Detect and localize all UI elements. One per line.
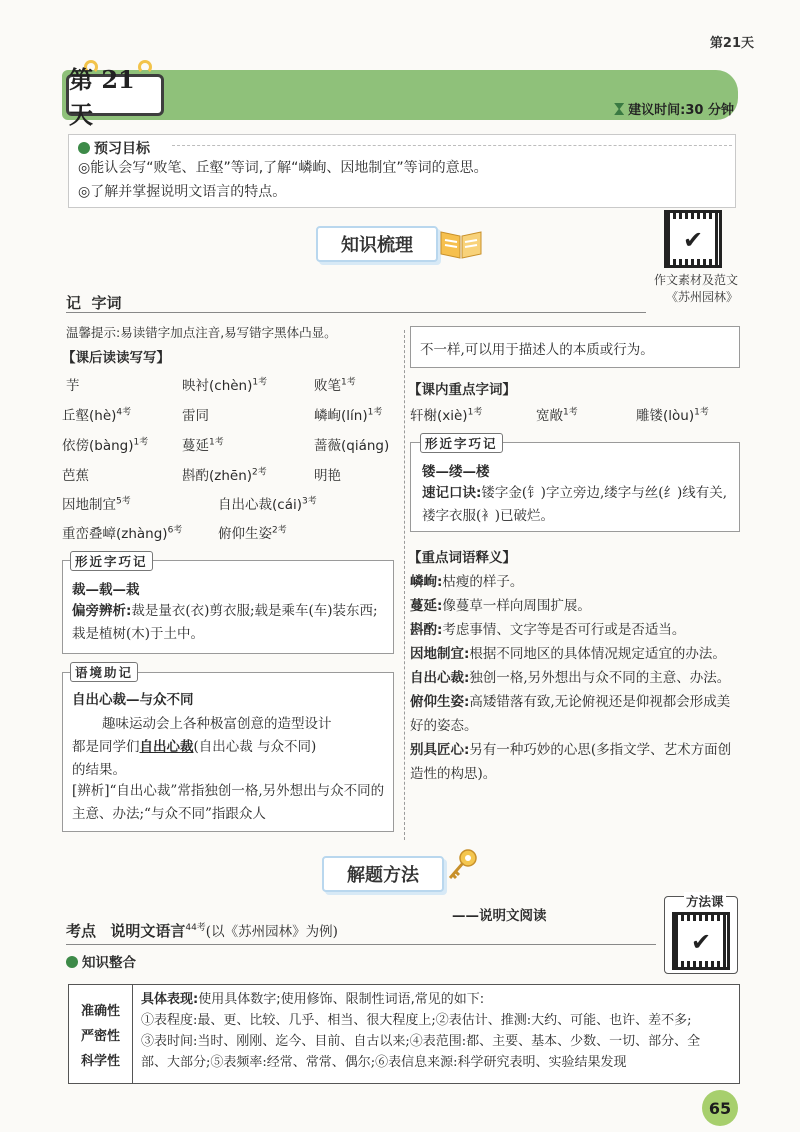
table-content [141, 989, 733, 1073]
vocab-word: 丘壑(hè)$^{4考}$ [62, 407, 132, 424]
vocab-word: 俯仰生姿$^{2考}$ [218, 525, 287, 542]
page-tag: 第21天 [709, 36, 754, 51]
page-number: 65 [702, 1090, 738, 1126]
divider [66, 312, 646, 313]
after-class-title: 【课后读读写写】 [62, 350, 170, 366]
meaning-item: 别具匠心:另有一种巧妙的心思(多指文学、艺术方面创造性的构思)。 [410, 742, 732, 782]
preview-goal: ◎能认会写“败笔、丘壑”等词,了解“嶙峋、因地制宜”等词的意思。 [78, 160, 488, 176]
vocab-word: 芋 [66, 378, 80, 394]
vocab-word: 斟酌(zhēn)$^{2考}$ [182, 467, 267, 484]
table-line: 具体表现:使用具体数字;使用修饰、限制性词语,常见的如下: [141, 992, 485, 1007]
vocab-word: 依傍(bàng)$^{1考}$ [62, 437, 149, 454]
table-line: ①表程度:最、更、比较、几乎、相当、很大程度上;②表估计、推测:大约、可能、也许、差不多; [141, 1013, 692, 1028]
key-word: 轩榭(xiè)$^{1考}$ [410, 407, 483, 424]
shape-tip-title: 裁—载—栽 [72, 582, 140, 598]
column-divider [404, 330, 405, 840]
vocab-word: 败笔$^{1考}$ [314, 377, 356, 394]
key-word: 宽敞$^{1考}$ [536, 407, 578, 424]
context-tip-title: 自出心裁—与众不同 [72, 692, 194, 708]
tip-text: 温馨提示:易读错字加点注音,易写错字黑体凸显。 [66, 325, 337, 340]
language-table [68, 984, 740, 1084]
category-label: 严密性 [80, 1028, 120, 1044]
shape-tip-label: 形近字巧记 [70, 551, 153, 571]
qr-code-icon[interactable]: ✔ [664, 210, 722, 268]
category-label: 科学性 [80, 1053, 120, 1069]
topic-line: 考点 说明文语言$^{44考}$(以《苏州园林》为例) [66, 922, 338, 940]
method-heading: 解题方法 [322, 856, 444, 892]
preview-goal: ◎了解并掌握说明文语言的特点。 [78, 184, 287, 200]
meaning-list [410, 570, 740, 786]
context-tip-label: 语境助记 [70, 662, 138, 682]
vocab-word: 自出心裁(cái)$^{3考}$ [218, 496, 317, 513]
meaning-item: 俯仰生姿:高矮错落有致,无论俯视还是仰视都会形成美好的姿态。 [410, 694, 731, 734]
meaning-item: 蔓延:像蔓草一样向周围扩展。 [410, 598, 591, 614]
context-line: 都是同学们自出心裁(自出心裁 与众不同) [72, 739, 317, 755]
shape-tip-title-2: 镂—缕—楼 [422, 464, 490, 480]
divider [66, 944, 656, 945]
target-icon [78, 142, 90, 154]
context-line: 的结果。 [72, 762, 126, 778]
knowledge-heading: 知识梳理 [316, 226, 438, 262]
table-line: 部、大部分;⑤表频率:经常、常常、偶尔;⑥表信息来源:科学研究表明、实验结果发现 [141, 1055, 627, 1070]
key-words-title: 【课内重点字词】 [408, 382, 516, 398]
category-label: 准确性 [80, 1003, 120, 1019]
suggest-time: 建议时间:30 分钟 [614, 99, 734, 118]
key-icon [444, 848, 480, 882]
vocab-word: 蔓延$^{1考}$ [182, 437, 224, 454]
meaning-item: 因地制宜:根据不同地区的具体情况规定适宜的办法。 [410, 646, 726, 662]
qr-caption: 作文素材及范文 《苏州园林》 [653, 273, 738, 304]
context-analysis: [辨析]“自出心裁”常指独创一格,另外想出与众不同的主意、办法;“与众不同”指跟众人 [72, 783, 385, 822]
vocab-word: 映衬(chèn)$^{1考}$ [182, 377, 268, 394]
integrate-title: 知识整合 [66, 951, 136, 971]
preview-title: 预习目标 [78, 138, 150, 158]
vocab-word: 明艳 [314, 468, 341, 484]
integrate-icon [66, 956, 78, 968]
meaning-title: 【重点词语释义】 [408, 550, 516, 566]
hourglass-icon [614, 103, 624, 115]
vocab-word: 蔷薇(qiáng) [314, 438, 390, 454]
vocab-section-title: 记 字词 [66, 294, 122, 312]
divider [172, 145, 732, 146]
key-word: 雕镂(lòu)$^{1考}$ [636, 407, 709, 424]
meaning-item: 自出心裁:独创一格,另外想出与众不同的主意、办法。 [410, 670, 731, 686]
shape-tip-body-2: 速记口诀:镂字金(钅)字立旁边,缕字与丝(纟)线有关,褛字衣服(衤)已破烂。 [422, 485, 728, 524]
shape-tip-label-2: 形近字巧记 [420, 433, 503, 453]
vocab-word: 重峦叠嶂(zhàng)$^{6考}$ [62, 525, 183, 542]
vocab-word: 嶙峋(lín)$^{1考}$ [314, 407, 383, 424]
meaning-item: 嶙峋:枯瘦的样子。 [410, 574, 524, 590]
vocab-word: 因地制宜$^{5考}$ [62, 496, 131, 513]
vocab-word: 雷同 [182, 408, 209, 424]
method-qr-label: 方法课 [686, 894, 724, 909]
meaning-item: 斟酌:考虑事情、文字等是否可行或是否适当。 [410, 622, 686, 638]
book-icon [438, 226, 484, 260]
continue-text: 不一样,可以用于描述人的本质或行为。 [420, 342, 654, 358]
table-line: ③表时间:当时、刚刚、迄今、目前、自古以来;④表范围:都、主要、基本、少数、一切、部分、全 [141, 1034, 701, 1049]
method-subtitle: ——说明文阅读 [452, 908, 547, 924]
shape-tip-body: 偏旁辨析:裁是量衣(衣)剪衣服;载是乘车(车)装东西;栽是植树(木)于土中。 [72, 603, 378, 642]
table-categories [69, 985, 133, 1083]
day-title: 第 21 天 [66, 74, 164, 116]
vocab-word: 芭蕉 [62, 468, 89, 484]
qr-code-icon[interactable]: ✔ [672, 912, 730, 970]
context-line: 趣味运动会上各种极富创意的造型设计 [102, 716, 332, 732]
